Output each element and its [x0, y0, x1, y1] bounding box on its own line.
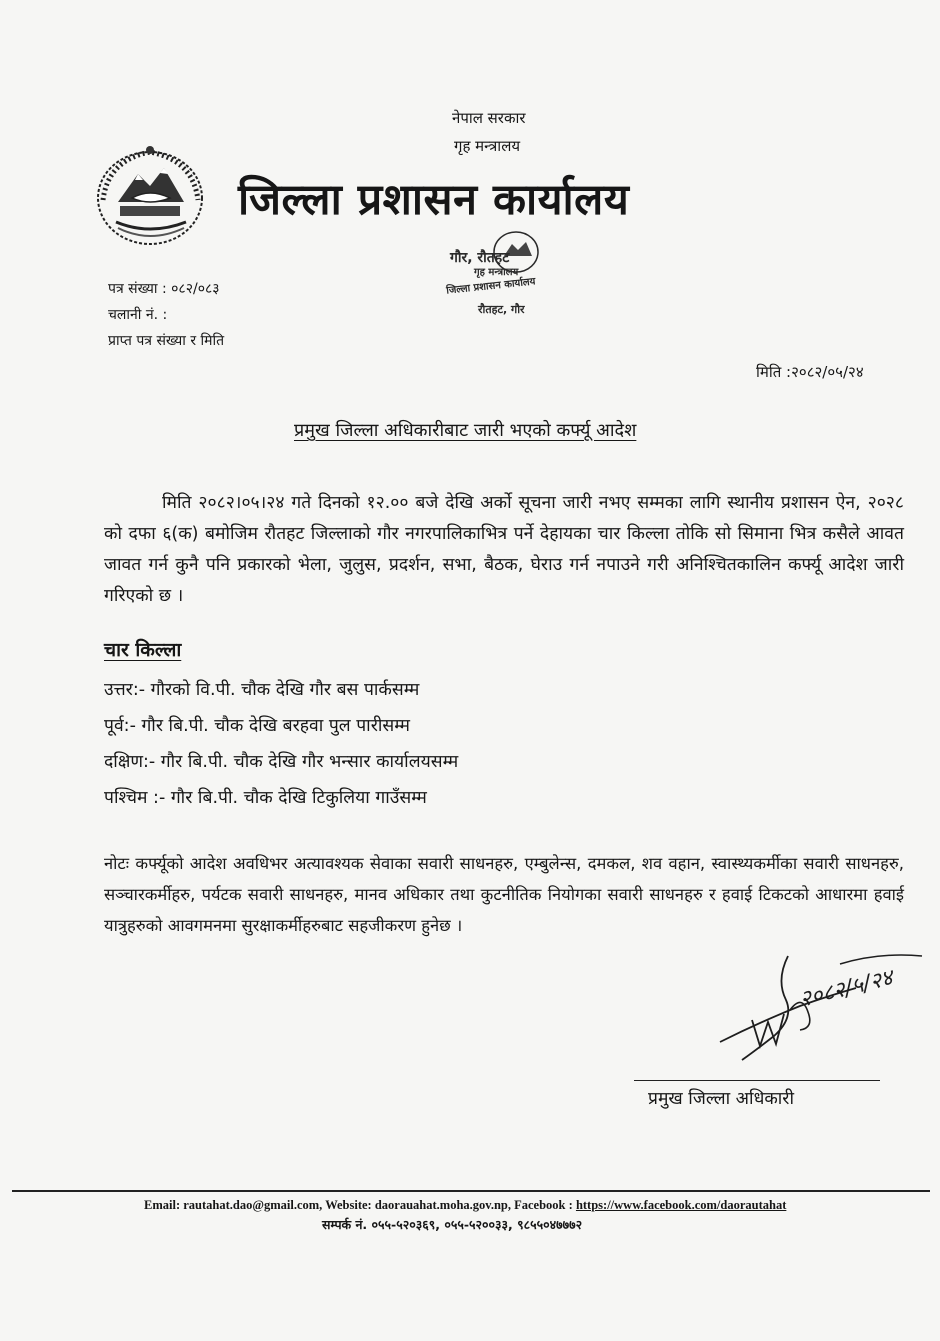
received-letter: प्राप्त पत्र संख्या र मिति [108, 333, 225, 349]
signature-line [634, 1080, 880, 1081]
office-title: जिल्ला प्रशासन कार्यालय [238, 175, 630, 225]
official-stamp [446, 218, 578, 326]
signer-designation: प्रमुख जिल्ला अधिकारी [648, 1089, 794, 1109]
footer-facebook-link[interactable]: https://www.facebook.com/daorautahat [575, 1198, 787, 1212]
footer-rule [12, 1190, 930, 1192]
signature [690, 950, 930, 1062]
footer-facebook-label: , Facebook : [507, 1198, 576, 1212]
boundaries-heading: चार किल्ला [104, 639, 182, 661]
footer-website-label: , Website: [319, 1198, 375, 1212]
main-paragraph: मिति २०८२।०५।२४ गते दिनको १२.०० बजे देखि अर्को सूचना जारी नभए सम्मका लागि स्थानीय प्रशासन ऐन, २०२८ को दफा ६(क) बमोजिम रौतहट जिल्लाको गौर नगरपालिकाभित्र पर्ने देहायका चार किल्ला तोकि सो सिमाना भित्र कसैले आवत जावत गर्न कुनै पनि प्रकारको भेला, जुलुस, प्रदर्शन, सभा, बैठक, घेराउ गर्न नपाउने गरी अनिश्चितकालिन कर्फ्यू आदेश जारी गरिएको छ । [104, 493, 904, 606]
footer-phone: सम्पर्क नं. ०५५-५२०३६९, ०५५-५२००३३, ९८५५०४७७७२ [322, 1217, 583, 1232]
stamp-line1: गौर, रौतहट [450, 250, 510, 266]
dispatch-number: चलानी नं. : [108, 307, 168, 323]
note-paragraph: नोटः कर्फ्यूको आदेश अवधिभर अत्यावश्यक सेवाका सवारी साधनहरु, एम्बुलेन्स, दमकल, शव वहान, स्वास्थ्यकर्मीका सवारी साधनहरु, सञ्चारकर्मीहरु, पर्यटक सवारी साधनहरु, मानव अधिकार तथा कुटनीतिक नियोगका सवारी साधनहरु र हवाई टिकटको आधारमा हवाई यात्रुहरुको आवगमनमा सुरक्षाकर्मीहरुबाट सहजीकरण हुनेछ । [104, 854, 904, 935]
stamp-line2: गृह मन्त्रालय [474, 267, 519, 278]
subject-heading: प्रमुख जिल्ला अधिकारीबाट जारी भएको कर्फ्यू आदेश [294, 420, 637, 441]
ministry-label: गृह मन्त्रालय [454, 137, 521, 155]
footer-email[interactable]: rautahat.dao@gmail.com [183, 1198, 320, 1212]
government-label: नेपाल सरकार [452, 109, 526, 127]
footer-contacts [144, 1198, 786, 1213]
stamp-line4: रौतहट, गौर [478, 303, 525, 316]
footer-email-label: Email: [144, 1198, 184, 1212]
nepal-emblem-logo [88, 140, 213, 252]
boundary-west: पश्चिम :- गौर बि.पी. चौक देखि टिकुलिया गाउँसम्म [104, 788, 427, 808]
boundary-north: उत्तर:- गौरको वि.पी. चौक देखि गौर बस पार्कसम्म [104, 680, 420, 700]
stamp-line3: जिल्ला प्रशासन कार्यालय [445, 276, 536, 297]
document-date: मिति :२०८२/०५/२४ [756, 363, 864, 381]
reference-block [108, 276, 224, 354]
letter-number: पत्र संख्या : ०८२/०८३ [108, 281, 220, 297]
footer-website[interactable]: daorauahat.moha.gov.np [374, 1198, 508, 1212]
boundaries-list [104, 672, 458, 816]
signature-date: २०८२/५/२४ [797, 965, 896, 1013]
boundary-south: दक्षिण:- गौर बि.पी. चौक देखि गौर भन्सार कार्यालयसम्म [104, 752, 459, 772]
boundary-east: पूर्व:- गौर बि.पी. चौक देखि बरहवा पुल पारीसम्म [104, 716, 410, 736]
